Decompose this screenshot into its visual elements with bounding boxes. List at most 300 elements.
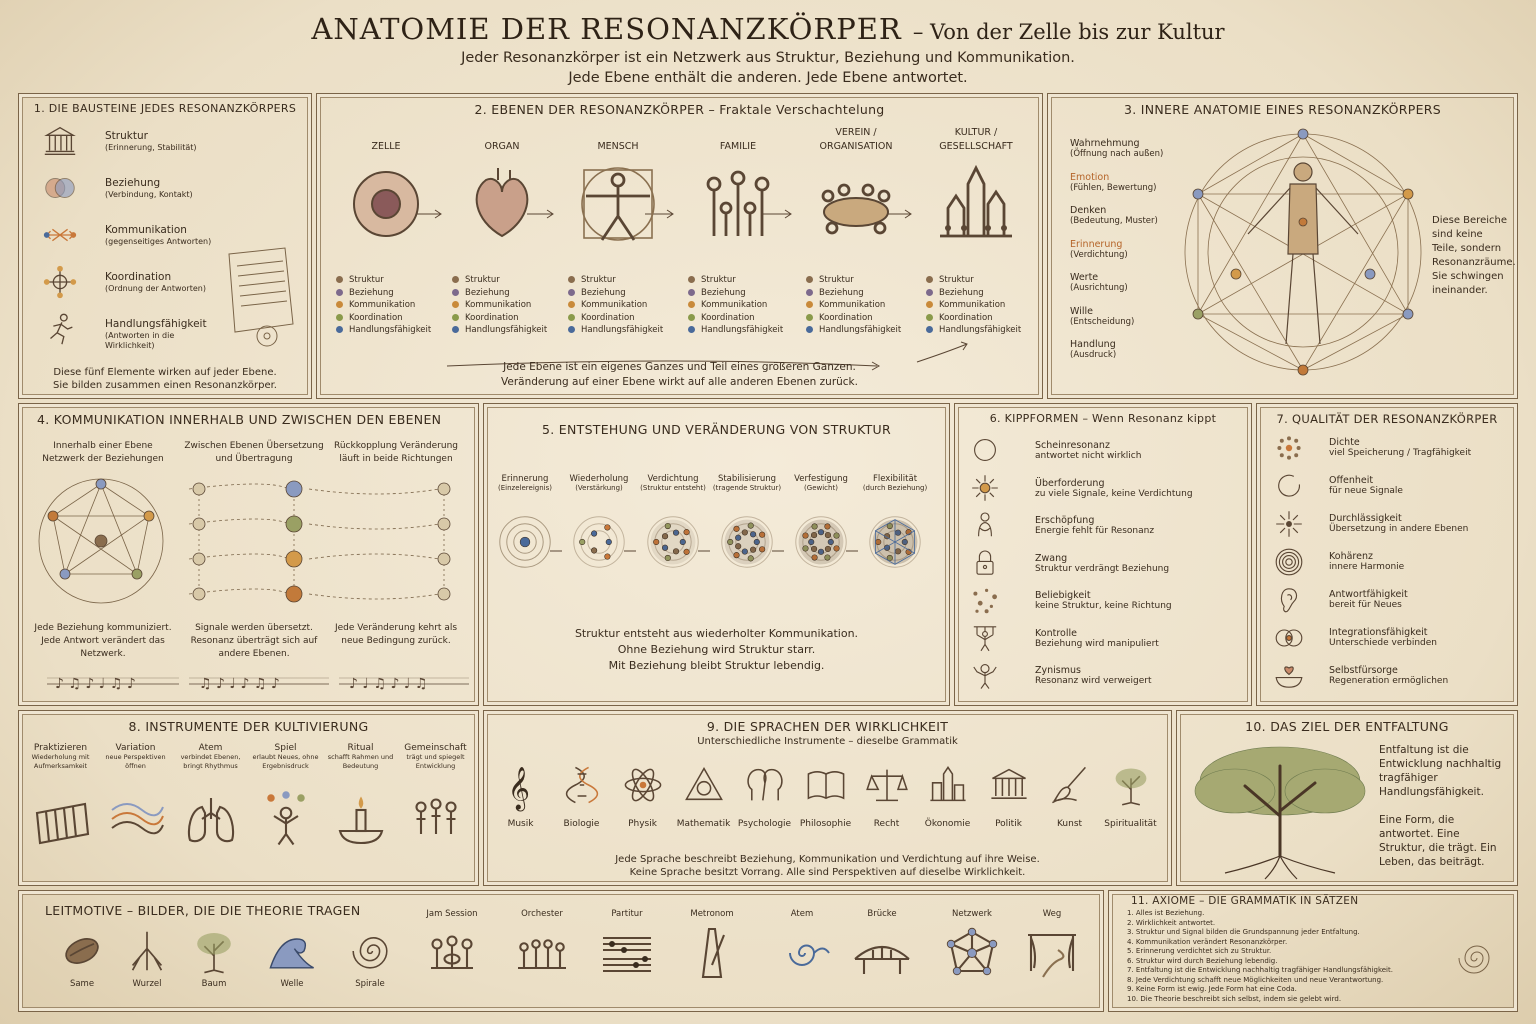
inner-area-label: Werte [1070,272,1099,283]
root-icon [123,927,171,975]
quality-label: Dichte [1329,437,1360,448]
panel-ebenen [316,93,1043,399]
leitmotiv-item [259,927,325,989]
axiom-item: 2. Wirklichkeit antwortet. [1127,918,1216,927]
leitmotiv-label: Weg [1042,909,1062,919]
structure-stage-icon [571,514,627,570]
element-label: Beziehung [939,287,984,298]
panel-struktur [483,403,950,706]
cultivation-instrument [23,743,98,849]
p3-note: Diese Bereiche sind keine Teile, sondern Resonanzräume. Sie schwingen ineinander. [1432,215,1516,296]
heart-organ-icon [462,164,542,244]
inner-area-desc: (Bedeutung, Muster) [1070,216,1158,226]
leitmotiv-item [849,909,915,983]
network-node-icon [41,263,79,301]
structure-stage [710,474,784,570]
metronome-icon [682,923,742,983]
tipping-form-item [1035,590,1245,611]
candle-icon [331,789,391,849]
building-block-label: Koordination [105,271,172,283]
quality-item [1329,513,1511,534]
level-elements [683,274,793,337]
element-dot [568,301,575,308]
breath-icon [772,923,832,983]
element-dot [568,314,575,321]
tipping-form-item [1035,665,1245,686]
tipping-form-item [1035,440,1245,461]
panel-title: 4. KOMMUNIKATION INNERHALB UND ZWISCHEN DEN EBENEN [37,412,442,427]
quality-item [1329,589,1511,610]
orchestra-icon [512,923,572,983]
building-block-desc: (Verbindung, Kontakt) [105,190,193,199]
panel-title: 11. AXIOME – DIE GRAMMATIK IN SÄTZEN [1131,895,1359,907]
cultivation-instrument [398,743,473,849]
level-element [336,312,441,325]
element-dot [336,276,343,283]
level-element [926,287,1031,300]
element-dot [452,326,459,333]
tipping-form-item [1035,628,1245,649]
instrument-label: Ritual [347,743,374,753]
level-element [452,274,557,287]
language-label: Biologie [563,819,600,829]
panel-kommunikation [18,403,479,706]
panel-title: 2. EBENEN DER RESONANZKÖRPER – Fraktale Verschachtelung [474,102,885,117]
tipping-form-label: Erschöpfung [1035,515,1095,526]
wave-icon [268,927,316,975]
leitmotiv-item [114,927,180,989]
element-label: Beziehung [581,287,626,298]
cathedral-city-icon [936,164,1016,244]
element-dot [336,314,343,321]
stage-desc: (Struktur entsteht) [640,484,706,492]
axiom-item: 10. Die Theorie beschreibt sich selbst, indem sie gelebt wird. [1127,994,1342,1003]
leitmotiv-item [509,909,575,983]
language-label: Musik [507,819,534,829]
element-dot [806,276,813,283]
leitmotiv-item [337,927,403,989]
language-label: Recht [873,819,900,829]
language-of-reality [1100,763,1161,829]
path-icon [1022,923,1082,983]
title-suffix: – Von der Zelle bis zur Kultur [912,20,1225,44]
panel-title: 3. INNERE ANATOMIE EINES RESONANZKÖRPERS [1123,102,1442,117]
comm-column-head: Innerhalb einer Ebene Netzwerk der Beziehungen [42,441,164,464]
quality-desc: Übersetzung in andere Ebenen [1329,524,1469,534]
p9-footer-1: Jede Sprache beschreibt Beziehung, Kommunikation und Verdichtung auf ihre Weise. [615,854,1040,865]
element-dot [336,301,343,308]
subtitle-line-2: Jede Ebene enthält die anderen. Jede Ebene antwortet. [568,70,968,86]
cell-icon [346,164,426,244]
building-block-desc: (gegenseitiges Antworten) [105,237,212,246]
leitmotiv-item [419,909,485,983]
building-block-item [105,271,215,294]
element-dot [568,289,575,296]
leitmotiv-item [679,909,745,983]
level-column [801,124,911,337]
element-label: Beziehung [701,287,746,298]
level-element [336,324,441,337]
stage-label: Stabilisierung [717,474,777,484]
structure-stage [636,474,710,570]
level-element [926,274,1031,287]
p5-footer-2: Ohne Beziehung wird Struktur starr. [617,643,816,656]
level-elements [563,274,673,337]
book-icon [804,763,848,807]
element-dot [806,326,813,333]
inner-area-desc: (Öffnung nach außen) [1070,149,1164,159]
language-label: Ökonomie [924,819,971,829]
tree-icon [1109,763,1153,807]
panel-innere-anatomie [1047,93,1518,399]
inner-area-label: Erinnerung [1070,238,1123,250]
leitmotiv-label: Orchester [521,909,563,919]
sheet-music-sketch [219,244,299,354]
tipping-form-item [1035,478,1245,499]
leitmotiv-item [181,927,247,989]
heads-icon [743,763,787,807]
element-label: Beziehung [819,287,864,298]
element-label: Struktur [939,275,974,285]
inner-area-item [1070,205,1190,226]
level-element [806,324,911,337]
group-icon [406,789,466,849]
inner-area-label: Emotion [1070,171,1110,183]
puppet-icon [969,622,1001,654]
tipping-form-desc: Beziehung wird manipuliert [1035,638,1159,649]
level-element [568,274,673,287]
p9-subtitle: Unterschiedliche Instrumente – dieselbe Grammatik [697,736,958,747]
language-label: Psychologie [737,819,792,829]
language-of-reality [490,763,551,829]
language-of-reality [551,763,612,829]
tree-icon [190,927,238,975]
p2-footer-2: Veränderung auf einer Ebene wirkt auf alle anderen Ebenen zurück. [501,376,858,388]
level-element [452,324,557,337]
panel-instrumente [18,710,479,886]
level-element [452,312,557,325]
level-element [688,287,793,300]
element-dot [688,276,695,283]
structure-stage [858,474,932,570]
leitmotiv-label: Wurzel [132,979,162,989]
inner-area-item [1070,272,1190,293]
element-dot [452,276,459,283]
element-label: Handlungsfähigkeit [701,325,784,335]
quality-label: Kohärenz [1329,551,1373,562]
level-label: VEREIN / ORGANISATION [819,127,893,152]
leitmotiv-item [939,909,1005,983]
element-dot [806,314,813,321]
structure-stage-icon [645,514,701,570]
bridge-icon [852,923,912,983]
building-block-desc: (Ordnung der Antworten) [105,284,206,293]
element-label: Handlungsfähigkeit [349,325,432,335]
element-label: Koordination [581,312,635,323]
comm-column-foot: Jede Veränderung kehrt als neue Bedingung zurück. [334,623,458,646]
leitmotiv-label: Netzwerk [952,909,992,919]
structure-stage [488,474,562,570]
tipping-form-label: Beliebigkeit [1035,590,1091,601]
element-label: Kommunikation [701,300,768,310]
inner-area-desc: (Fühlen, Bewertung) [1070,182,1157,193]
element-dot [568,326,575,333]
subtitle-line-1: Jeder Resonanzkörper ist ein Netzwerk aus Struktur, Beziehung und Kommunikation. [461,50,1075,66]
structure-stage-icon [867,514,923,570]
instrument-label: Variation [115,743,156,753]
family-icon [698,164,778,244]
p2-footer-1: Jede Ebene ist ein eigenes Ganzes und Teil eines größeren Ganzen. [503,361,856,373]
element-dot [926,326,933,333]
level-label: KULTUR / GESELLSCHAFT [939,127,1013,152]
building-block-item [105,224,215,247]
level-elements [801,274,911,337]
element-dot [926,289,933,296]
language-label: Philosophie [799,819,852,829]
inner-area-label: Denken [1070,205,1107,216]
structure-stage [784,474,858,570]
scales-icon [865,763,909,807]
language-label: Kunst [1056,819,1083,829]
building-block-label: Handlungsfähigkeit [105,318,207,330]
level-element [926,299,1031,312]
element-label: Koordination [701,312,755,323]
panel-kippformen [954,403,1252,706]
panel-title: 1. DIE BAUSTEINE JEDES RESONANZKÖRPERS [33,102,297,115]
level-label: MENSCH [597,141,639,152]
element-label: Kommunikation [581,300,648,310]
tree-of-life-icon [1185,741,1375,881]
p9-footer-2: Keine Sprache besitzt Vorrang. Alle sind Perspektiven auf dieselbe Wirklichkeit. [629,867,1026,878]
element-label: Handlungsfähigkeit [939,325,1022,335]
element-label: Handlungsfähigkeit [581,325,664,335]
leitmotiv-item [769,909,835,983]
inner-area-desc: (Ausrichtung) [1070,283,1128,293]
inner-area-item [1070,239,1190,260]
level-element [806,299,911,312]
level-elements [921,274,1031,337]
p10-text-1: Entfaltung ist die Entwicklung nachhaltig tragfähiger Handlungsfähigkeit. [1379,744,1502,798]
structure-stage-icon [719,514,775,570]
element-dot [806,301,813,308]
instrument-desc: neue Perspektiven öffnen [105,753,166,770]
title-main: ANATOMIE DER RESONANZKÖRPER [311,12,902,46]
axiom-item: 4. Kommunikation verändert Resonanzkörper. [1127,937,1288,946]
burst-icon [969,472,1001,504]
tipping-form-item [1035,553,1245,574]
tipping-form-desc: Resonanz wird verweigert [1035,676,1152,686]
comm-column-head: Rückkopplung Veränderung läuft in beide Richtungen [333,441,458,464]
element-dot [926,301,933,308]
level-elements [447,274,557,337]
cultivation-instrument [248,743,323,849]
element-label: Kommunikation [465,300,532,310]
level-element [688,274,793,287]
element-label: Handlungsfähigkeit [819,325,902,335]
inner-area-item [1070,138,1190,159]
inner-area-desc: (Verdichtung) [1070,249,1128,260]
quality-desc: Regeneration ermöglichen [1329,676,1449,686]
spiral-icon [346,927,394,975]
building-block-desc: (Erinnerung, Stabilität) [105,143,197,152]
scattered-dots-icon [969,584,1001,616]
inner-area-desc: (Ausdruck) [1070,350,1117,360]
leitmotiv-label: Jam Session [426,909,478,919]
cultivation-instrument [173,743,248,849]
padlock-icon [969,547,1001,579]
building-block-item [105,130,215,153]
panel-bausteine [18,93,312,399]
instrument-desc: erlaubt Neues, ohne Ergebnisdruck [252,753,319,770]
level-element [926,312,1031,325]
quality-item [1329,551,1511,572]
waves-icon [106,789,166,849]
atom-icon [621,763,665,807]
element-label: Kommunikation [349,300,416,310]
element-dot [926,276,933,283]
leitmotiv-label: Brücke [867,909,897,919]
language-label: Mathematik [676,819,731,829]
empty-circle-icon [969,434,1001,466]
svg-text:♫ ♪ ♩ ♪ ♫ ♪: ♫ ♪ ♩ ♪ ♫ ♪ [199,676,280,692]
p5-footer-1: Struktur entsteht aus wiederholter Kommunikation. [574,627,859,640]
element-dot [336,289,343,296]
element-label: Struktur [819,275,854,285]
tipping-form-label: Scheinresonanz [1035,440,1110,451]
band-icon [422,923,482,983]
element-dot [806,289,813,296]
level-element [452,287,557,300]
radiating-arrows-icon [1273,508,1305,540]
quality-item [1329,437,1511,458]
element-dot [568,276,575,283]
language-label: Physik [628,819,657,829]
inner-area-label: Wahrnehmung [1070,138,1140,149]
building-block-label: Struktur [105,130,148,142]
triangle-icon [682,763,726,807]
quality-desc: viel Speicherung / Tragfähigkeit [1329,448,1472,458]
level-element [926,324,1031,337]
panel-title: LEITMOTIVE – BILDER, DIE DIE THEORIE TRAGEN [45,903,361,918]
instrument-label: Gemeinschaft [404,743,467,753]
tipping-form-desc: Energie fehlt für Resonanz [1035,526,1155,536]
element-label: Koordination [819,312,873,323]
language-of-reality [917,763,978,829]
main-title [0,12,1536,46]
instrument-desc: schafft Rahmen und Bedeutung [327,753,394,770]
tipping-form-label: Überforderung [1035,477,1105,489]
panel-sprachen [483,710,1172,886]
language-of-reality [795,763,856,829]
instrument-desc: verbindet Ebenen, bringt Rhythmus [180,753,241,770]
element-label: Koordination [465,312,519,323]
level-column [563,124,673,337]
panel-title: 8. INSTRUMENTE DER KULTIVIERUNG [128,719,369,734]
panel-title: 10. DAS ZIEL DER ENTFALTUNG [1245,719,1449,734]
element-label: Handlungsfähigkeit [465,325,548,335]
p10-text-2: Eine Form, die antwortet. Eine Struktur, die trägt. Ein Leben, das beiträgt. [1379,814,1497,868]
panel-title: 5. ENTSTEHUNG UND VERÄNDERUNG VON STRUKTUR [541,422,891,437]
quality-item [1329,627,1511,648]
shrugging-figure-icon [969,659,1001,691]
level-element [806,312,911,325]
svg-text:𝄞: 𝄞 [507,765,530,810]
element-dot [926,314,933,321]
level-column [331,124,441,337]
cultivation-instrument [323,743,398,849]
quality-desc: Unterschiede verbinden [1329,638,1437,648]
inner-area-label: Wille [1070,305,1093,317]
building-block-desc: (Antworten in die Wirklichkeit) [105,331,175,350]
piano-icon [31,789,91,849]
language-of-reality [978,763,1039,829]
panel-axiome [1108,890,1518,1012]
element-label: Koordination [939,312,993,323]
quality-desc: für neue Signale [1329,486,1403,496]
network-icon [942,923,1002,983]
tipping-form-label: Zynismus [1035,665,1081,676]
leitmotiv-label: Partitur [611,909,643,919]
leitmotiv-label: Baum [201,979,227,989]
instrument-label: Atem [198,743,223,753]
stage-desc: (Einzelereignis) [498,484,552,492]
axiom-item: 5. Erinnerung verdichtet sich zu Struktur. [1127,947,1272,955]
p5-footer-3: Mit Beziehung bleibt Struktur lebendig. [608,659,825,672]
tipping-form-desc: keine Struktur, keine Richtung [1035,601,1172,611]
element-label: Kommunikation [939,300,1006,310]
building-block-label: Beziehung [105,177,161,189]
stage-label: Verfestigung [794,474,848,484]
element-label: Beziehung [349,287,394,298]
stage-desc: (Verstärkung) [575,484,623,492]
level-element [568,312,673,325]
building-block-label: Kommunikation [105,224,187,236]
leitmotiv-label: Atem [790,909,814,919]
leitmotiv-label: Spirale [355,979,385,989]
dense-dots-icon [1273,432,1305,464]
language-label: Politik [995,819,1022,829]
axiom-item: 3. Struktur und Signal bilden die Grundspannung jeder Entfaltung. [1127,928,1360,936]
double-arrow-icon [41,216,79,254]
parliament-icon [987,763,1031,807]
inner-area-desc: (Entscheidung) [1070,316,1135,327]
open-circle-icon [1273,470,1305,502]
element-label: Koordination [349,312,403,323]
seed-icon [58,927,106,975]
level-element [568,287,673,300]
quality-label: Durchlässigkeit [1329,513,1402,524]
inner-area-label: Handlung [1070,339,1116,350]
level-element [688,299,793,312]
svg-text:♪ ♫ ♪ ♩ ♫ ♪: ♪ ♫ ♪ ♩ ♫ ♪ [55,676,136,692]
quality-label: Integrationsfähigkeit [1329,627,1428,638]
axiom-item: 6. Struktur wird durch Beziehung lebendig. [1127,956,1278,965]
language-of-reality [673,763,734,829]
element-dot [452,314,459,321]
svg-text:♪ ♩ ♫ ♪ ♩ ♫: ♪ ♩ ♫ ♪ ♩ ♫ [349,676,428,692]
element-label: Struktur [701,275,736,285]
panel-title: 6. KIPPFORMEN – Wenn Resonanz kippt [989,412,1217,425]
brush-icon [1048,763,1092,807]
leitmotiv-item [49,927,115,989]
leitmotiv-item [594,909,660,983]
stage-desc: (Gewicht) [804,484,838,492]
slumped-figure-icon [969,509,1001,541]
structure-stage-icon [793,514,849,570]
leitmotiv-label: Same [69,979,95,989]
comm-column-head: Zwischen Ebenen Übersetzung und Übertragung [184,441,324,464]
score-icon [597,923,657,983]
